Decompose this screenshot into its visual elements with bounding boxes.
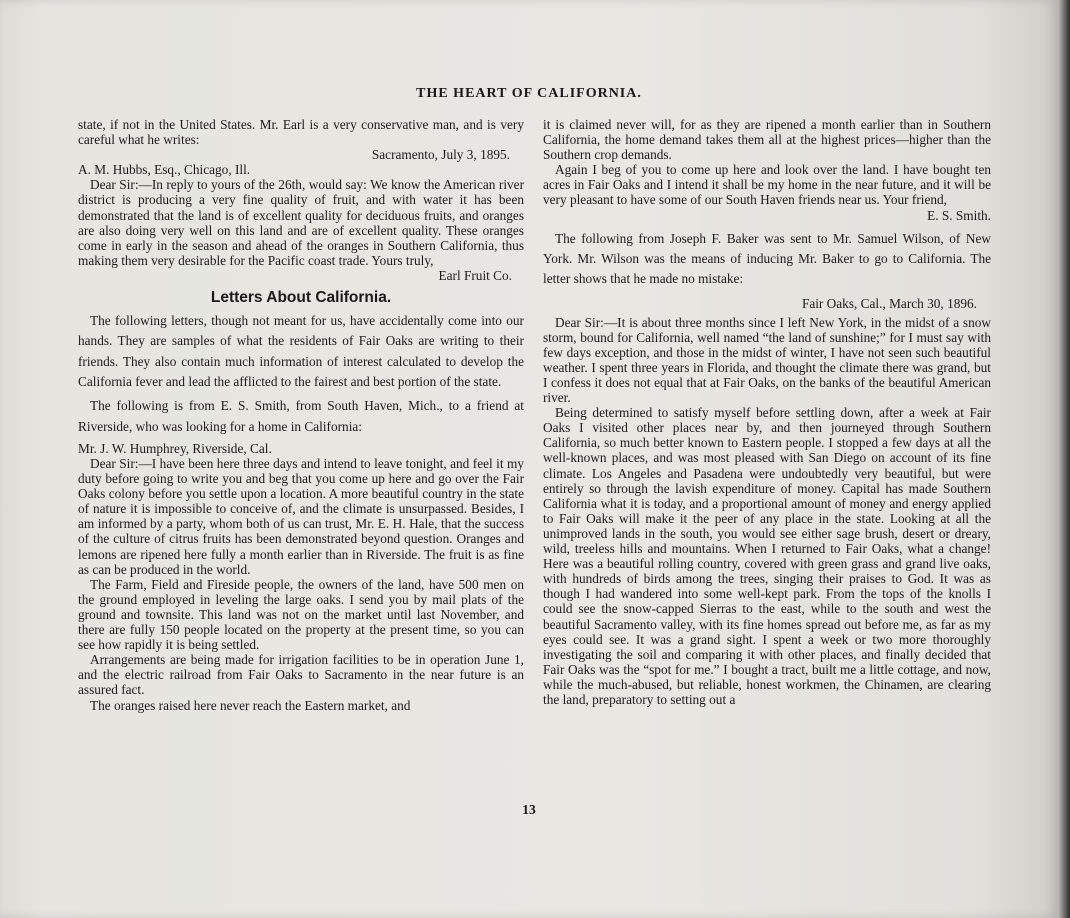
letter-addressee: A. M. Hubbs, Esq., Chicago, Ill. — [78, 162, 251, 178]
letter-dateline: Sacramento, July 3, 1895. — [371, 147, 510, 163]
letter-body: The Farm, Field and Fireside people, the owners of the land, have 500 men on the ground employed in leveling the large oaks. I send you by mail plats of the ground and townsite. This land was not on the market until last November, and there are fully 150 people located on the property at the present time, so you can see how rapidly it is being settled. — [78, 576, 524, 653]
following-paragraph: The following is from E. S. Smith, from South Haven, Mich., to a friend at Riverside, who was looking for a home in California: — [78, 398, 524, 434]
page-number: 13 — [522, 802, 536, 817]
running-head: THE HEART OF CALIFORNIA. — [416, 86, 642, 101]
letter-signature-line — [78, 268, 524, 283]
letter-body: Dear Sir:—In reply to yours of the 26th, would say: We know the American river district is producing a very fine quality of fruit, and with water it has been demonstrated that the land is of excellent quality for deciduous fruits, and oranges are also doing very well on this land and are of excellent quality. These oranges come in early in the season and ahead of the oranges in Southern California, thus making them very desirable for the Pacific coast trade. Yours truly, — [78, 177, 524, 268]
paragraph-continuation: state, if not in the United States. Mr. Earl is a very conservative man, and is very careful what he writes: — [78, 117, 524, 148]
letter-body: The oranges raised here never reach the Eastern market, and — [90, 697, 411, 713]
left-column — [78, 117, 524, 713]
letter-body: Dear Sir:—It is about three months since I left New York, in the midst of a snow storm, bound for California, well named “the land of sunshine;” for I must say with few days exception, and those in the midst of winter, I have not seen such beautiful weather. I spent three years in Florida, and thought the climate there was grand, but I confess it does not equal that at Fair Oaks, on the banks of the beautiful American river. — [543, 314, 991, 406]
letter-dateline: Fair Oaks, Cal., March 30, 1896. — [801, 295, 977, 311]
baker-intro-paragraph: The following from Joseph F. Baker was sent to Mr. Samuel Wilson, of New York. Mr. Wilson was the means of inducing Mr. Baker to go to California. The letter shows that he made no mistake: — [543, 230, 991, 287]
intro-paragraph: The following letters, though not meant for us, have accidentally come into our hands. They are samples of what the residents of Fair Oaks are writing to their friends. They also contain much information of interest calculated to develop the California fever and lead the afflicted to the fairest and best portion of the state. — [78, 313, 524, 390]
letter-addressee: Mr. J. W. Humphrey, Riverside, Cal. — [78, 440, 272, 456]
letter-signer: Earl Fruit Co. — [438, 267, 512, 283]
letter-body: Dear Sir:—I have been here three days and intend to leave tonight, and feel it my duty before going to write you and beg that you come up here and go over the Fair Oaks colony before you settle upon a location. A more beautiful country in the state of nature it is impossible to conceive of, and the climate is unsurpassed. Besides, I am informed by a party, whom both of us can trust, Mr. E. H. Hale, that the success of the culture of citrus fruits has been demonstrated beyond question. Oranges and lemons are ripened here fully a month earlier than in Riverside. The fruit is as fine as can be produced in the world. — [78, 456, 524, 577]
letter-body: it is claimed never will, for as they are ripened a month earlier than in Southern California, the home demand takes them all at the highest prices—higher than the Southern crop demands. — [543, 117, 991, 163]
section-heading: Letters About California. — [210, 289, 392, 307]
letter-body: Again I beg of you to come up here and look over the land. I have bought ten acres in Fair Oaks and I intend it shall be my home in the near future, and it will be very pleasant to have some of our South Haven friends near us. Your friend, — [543, 162, 991, 208]
page-edge — [1058, 0, 1070, 918]
right-column — [543, 117, 991, 707]
letter-body: Being determined to satisfy myself before settling down, after a week at Fair Oaks I visited other places near by, and then journeyed through Southern California, so much better known to Eastern people. I stopped a few days at all the well-known places, and was most pleased with San Diego on account of its fine climate. Los Angeles and Pasadena were undoubtedly very beautiful, but were entirely so through the lavish expenditure of money. Capital has made Southern California what it is today, and a proportional amount of money and energy applied to Fair Oaks will make it the peer of any place in the state. Looking at all the unimproved lands in the south, you would see either sage brush, desert or dreary, wild, treeless hills and mountains. When I returned to Fair Oaks, what a change! Here was a beautiful rolling country, covered with green grass and grand live oaks, with hundreds of birds among the trees, singing their praises to God. It was as though I had wandered into some well-kept park. From the tops of the knolls I could see the snow-capped Sierras to the east, while to the south and west the beautiful Sacramento valley, with its fine homes spread out before me, as far as my eyes could see. It was a grand sight. I spent a week or two more thoroughly investigating the soil and comparing it with other places, and finally decided that Fair Oaks was the “spot for me.” I bought a tract, built me a little cottage, and now, while the much-abused, but reliable, honest workmen, the Chinamen, are clearing the land, preparatory to setting out a — [543, 405, 991, 707]
letter-body: Arrangements are being made for irrigation facilities to be in operation June 1, and the electric railroad from Fair Oaks to Sacramento in the near future is an assured fact. — [78, 652, 524, 698]
letter-signer: E. S. Smith. — [927, 207, 991, 223]
